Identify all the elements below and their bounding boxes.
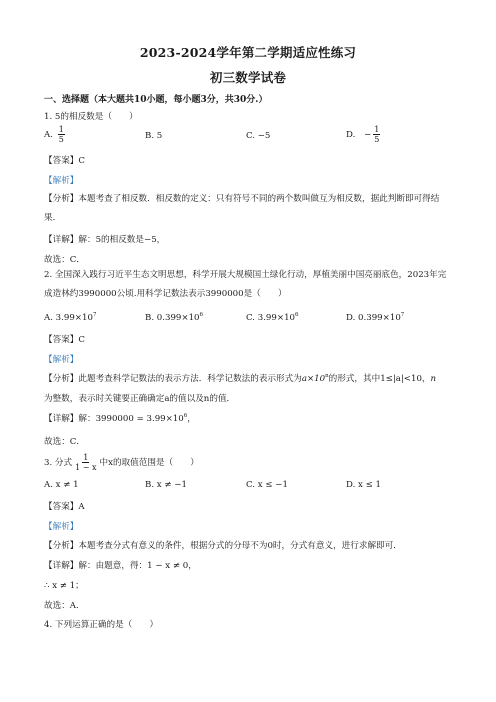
q2-fenxi-line1 (44, 372, 436, 384)
q3-fraction-numerator: 1 (83, 453, 89, 462)
q1-option-d-sign: − (364, 130, 372, 140)
q2-fenxi-text: 【分析】此题考查科学记数法的表示方法．科学记数法的表示形式为 (44, 374, 302, 384)
q3-fraction (74, 453, 97, 472)
q1-fenxi: 【分析】本题考查了相反数．相反数的定义：只有符号不同的两个数叫做互为相反数，据此判断即可得结果． (44, 194, 440, 223)
q2-option-c-text: C. 3.99×10 (246, 313, 296, 323)
q2-question: 2. 全国深入践行习近平生态文明思想，科学开展大规模国土绿化行动，厚植美丽中国亮丽底色，2023年完成造林约3990000公顷.用科学记数法表示3990000是（ ） (44, 270, 447, 299)
q2-option-c-exponent: 6 (295, 312, 299, 318)
q3-question (44, 453, 199, 472)
q3-answer: 【答案】A (44, 502, 85, 512)
q4-question: 4. 下列运算正确的是（ ） (44, 620, 159, 630)
section-heading: 一、选择题（本大题共10小题，每小题3分，共30分.） (44, 95, 268, 105)
q1-option-a-numerator: 1 (58, 125, 64, 134)
q2-fenxi-form-exponent: n (325, 373, 329, 379)
q1-detail: 【详解】解：5的相反数是−5， (44, 235, 166, 245)
q2-detail (44, 412, 196, 424)
q2-analysis-label: 【解析】 (44, 355, 79, 365)
q1-option-a-fraction (58, 125, 65, 144)
q1-answer: 【答案】C (44, 156, 85, 166)
q2-detail-exponent: 6 (183, 413, 188, 419)
q3-analysis-label: 【解析】 (44, 522, 79, 532)
q1-option-a (44, 125, 67, 144)
q1-option-d-letter: D. (346, 130, 356, 140)
q2-option-b (145, 312, 203, 323)
q1-option-a-denominator: 5 (58, 135, 64, 144)
q2-option-d-text: D. 0.399×10 (346, 313, 401, 323)
q1-option-b: B. 5 (145, 131, 163, 141)
q2-option-b-exponent: 6 (199, 312, 204, 318)
q3-question-pre: 3. 分式 (44, 458, 73, 468)
q1-option-a-letter: A. (44, 130, 53, 140)
q3-option-c: C. x ≤ −1 (246, 480, 288, 490)
q2-option-d-exponent: 7 (400, 312, 405, 318)
q2-fenxi-form: a×10 (301, 374, 326, 384)
q1-option-c: C. −5 (246, 131, 271, 141)
q2-fenxi-condition: 的形式，其中1≤|a|<10， (328, 374, 431, 384)
q2-option-b-text: B. 0.399×10 (145, 313, 200, 323)
q2-detail-text: 【详解】解：3990000 = 3.99×10 (44, 414, 184, 424)
q2-option-a-text: A. 3.99×10 (44, 313, 93, 323)
q2-option-a (44, 312, 96, 323)
q1-option-d-denominator: 5 (374, 135, 380, 144)
q3-option-a: A. x ≠ 1 (44, 480, 79, 490)
q3-therefore: ∴ x ≠ 1； (44, 581, 84, 591)
q1-conclusion: 故选：C． (44, 255, 85, 265)
q3-fenxi: 【分析】本题考查分式有意义的条件，根据分式的分母不为0时，分式有意义，进行求解即可． (44, 541, 402, 551)
q3-conclusion: 故选：A． (44, 601, 85, 611)
q1-question: 1. 5的相反数是（ ） (44, 112, 138, 122)
q3-question-post: 中x的取值范围是（ ） (99, 458, 199, 468)
q2-answer: 【答案】C (44, 335, 85, 345)
q2-conclusion: 故选：C． (44, 437, 85, 447)
q2-option-d (346, 312, 404, 323)
q3-option-d: D. x ≤ 1 (346, 480, 382, 490)
q2-option-c (246, 312, 299, 323)
exam-subtitle: 初三数学试卷 (209, 70, 287, 85)
q3-option-b: B. x ≠ −1 (145, 480, 187, 490)
q1-option-d-fraction (373, 125, 380, 144)
q1-analysis-label: 【解析】 (44, 176, 79, 186)
exam-title: 2023-2024学年第二学期适应性练习 (139, 45, 357, 60)
q3-detail: 【详解】解：由题意，得：1 − x ≠ 0， (44, 561, 197, 571)
q1-option-d-numerator: 1 (374, 125, 380, 134)
q1-option-d (346, 125, 382, 144)
q2-fenxi-line2: 为整数，表示时关键要正确确定a的值以及n的值． (44, 394, 236, 404)
q3-fraction-denominator: 1 − x (75, 463, 97, 472)
q2-option-a-exponent: 7 (92, 312, 97, 318)
q2-fenxi-n: n (430, 374, 437, 384)
q2-detail-end: ， (187, 414, 196, 424)
